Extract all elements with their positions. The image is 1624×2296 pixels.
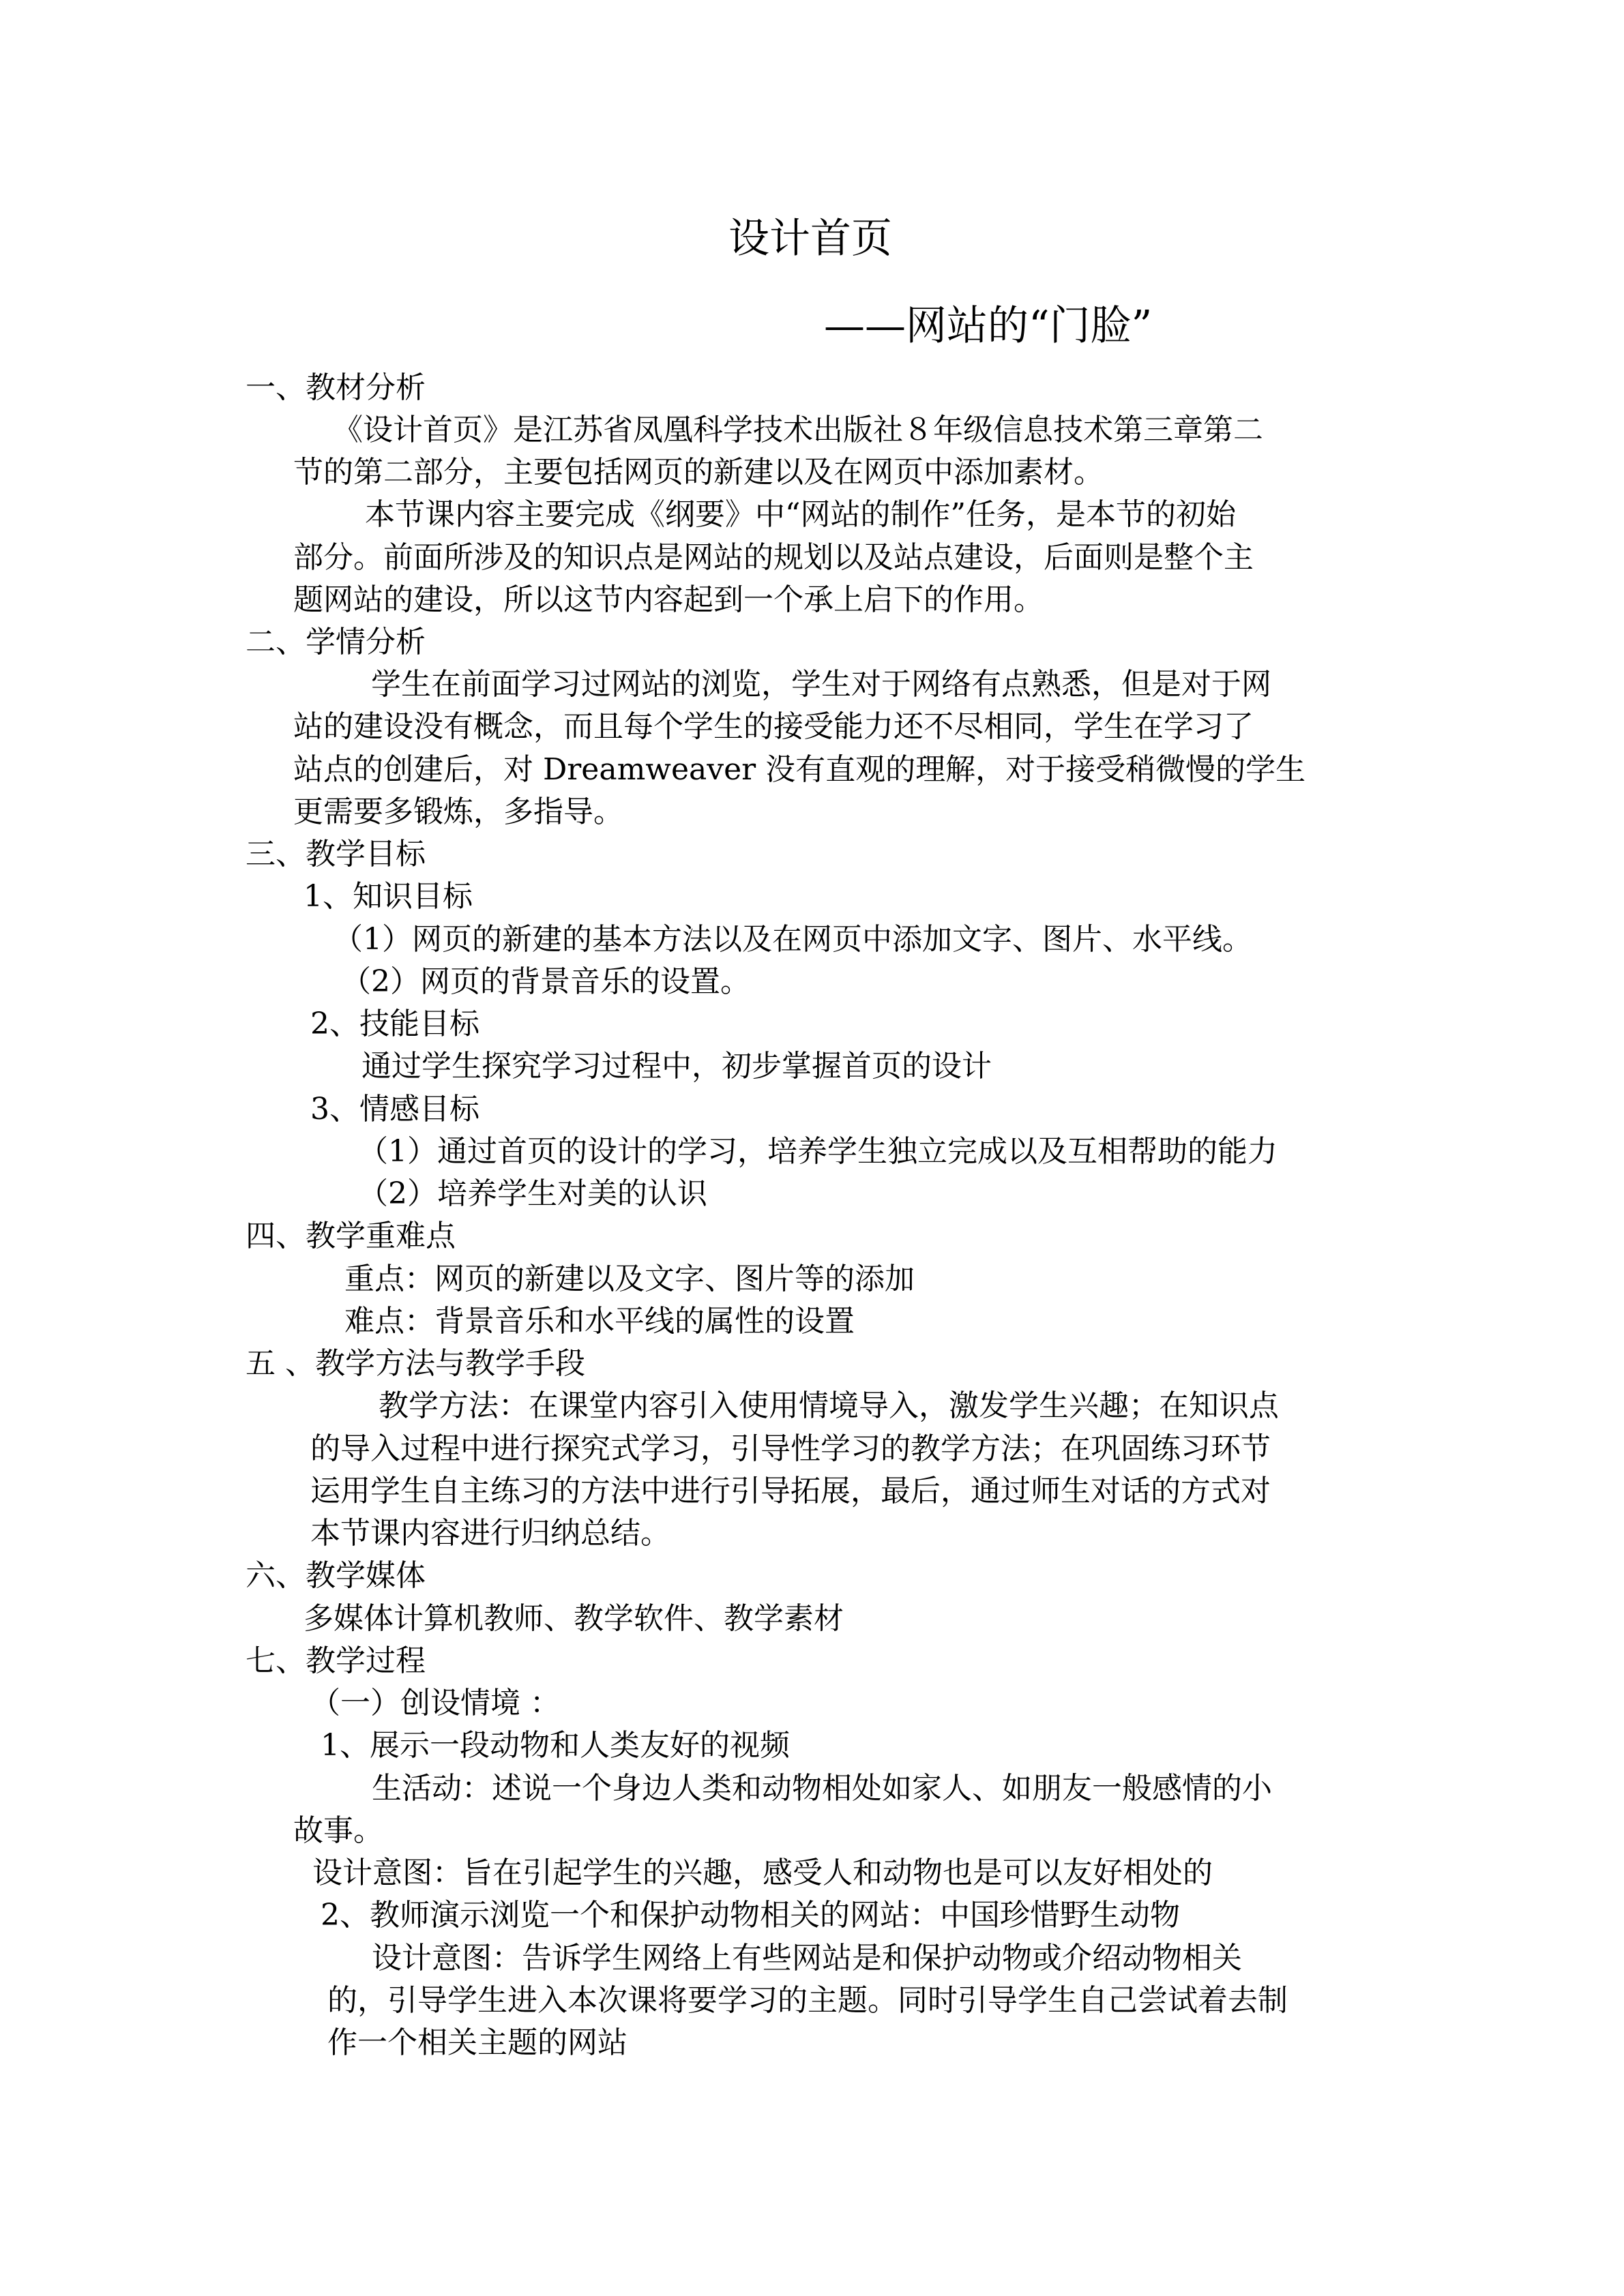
paragraph-line: 的，引导学生进入本次课将要学习的主题。同时引导学生自己尝试着去制 <box>327 1983 1288 2018</box>
paragraph-line: 部分。前面所涉及的知识点是网站的规划以及站点建设，后面则是整个主 <box>293 540 1254 575</box>
subsection-heading: 3、情感目标 <box>310 1092 479 1127</box>
paragraph-line: 节的第二部分，主要包括网页的新建以及在网页中添加素材。 <box>293 455 1104 490</box>
paragraph-line: 更需要多锻炼，多指导。 <box>293 794 623 829</box>
subsection-heading: （一）创设情境 ： <box>310 1686 560 1720</box>
paragraph-line: 题网站的建设，所以这节内容起到一个承上启下的作用。 <box>293 582 1044 617</box>
section-heading: 六、教学媒体 <box>246 1558 426 1593</box>
key-point: 重点：网页的新建以及文字、图片等的添加 <box>344 1262 915 1296</box>
document-subtitle: ——网站的“门脸” <box>824 302 1153 350</box>
paragraph-line: 《设计首页》是江苏省凤凰科学技术出版社８年级信息技术第三章第二 <box>333 413 1263 447</box>
section-heading: 三、教学目标 <box>246 837 426 871</box>
paragraph-line: 本节课内容主要完成《纲要》中“网站的制作”任务，是本节的初始 <box>365 497 1236 532</box>
subsection-heading: 1、知识目标 <box>304 879 473 914</box>
paragraph-line: 站的建设没有概念，而且每个学生的接受能力还不尽相同，学生在学习了 <box>293 709 1254 744</box>
section-heading: 二、学情分析 <box>246 625 426 659</box>
paragraph-line: 故事。 <box>293 1813 383 1848</box>
list-item: 1、展示一段动物和人类友好的视频 <box>321 1728 790 1763</box>
paragraph-line: 作一个相关主题的网站 <box>327 2025 628 2060</box>
list-item: （2）网页的背景音乐的设置。 <box>341 964 750 999</box>
design-intent: 设计意图：告诉学生网络上有些网站是和保护动物或介绍动物相关 <box>372 1941 1242 1976</box>
paragraph-line: 的导入过程中进行探究式学习，引导性学习的教学方法；在巩固练习环节 <box>310 1431 1271 1466</box>
list-item: 2、教师演示浏览一个和保护动物相关的网站：中国珍惜野生动物 <box>321 1898 1180 1933</box>
paragraph-line: 站点的创建后，对 Dreamweaver 没有直观的理解，对于接受稍微慢的学生 <box>293 752 1306 787</box>
subsection-heading: 2、技能目标 <box>310 1007 479 1041</box>
document-title: 设计首页 <box>728 215 892 263</box>
section-heading: 五 、教学方法与教学手段 <box>246 1346 585 1381</box>
paragraph-line: 多媒体计算机教师、教学软件、教学素材 <box>304 1601 844 1636</box>
list-item: （2）培养学生对美的认识 <box>358 1176 707 1211</box>
section-heading: 七、教学过程 <box>246 1643 426 1678</box>
section-heading: 四、教学重难点 <box>246 1219 456 1253</box>
section-heading: 一、教材分析 <box>246 370 426 405</box>
paragraph-line: 生活动：述说一个身边人类和动物相处如家人、如朋友一般感情的小 <box>372 1771 1272 1806</box>
paragraph-line: 教学方法：在课堂内容引入使用情境导入，激发学生兴趣；在知识点 <box>379 1388 1279 1423</box>
list-item: （1）通过首页的设计的学习，培养学生独立完成以及互相帮助的能力 <box>358 1134 1278 1169</box>
list-item: （1）网页的新建的基本方法以及在网页中添加文字、图片、水平线。 <box>333 922 1252 957</box>
paragraph-line: 通过学生探究学习过程中，初步掌握首页的设计 <box>361 1049 992 1084</box>
paragraph-line: 学生在前面学习过网站的浏览，学生对于网络有点熟悉，但是对于网 <box>371 667 1271 702</box>
paragraph-line: 运用学生自主练习的方法中进行引导拓展，最后，通过师生对话的方式对 <box>310 1474 1271 1508</box>
paragraph-line: 本节课内容进行归纳总结。 <box>310 1516 670 1551</box>
design-intent: 设计意图：旨在引起学生的兴趣，感受人和动物也是可以友好相处的 <box>312 1855 1213 1890</box>
difficult-point: 难点：背景音乐和水平线的属性的设置 <box>344 1304 855 1339</box>
